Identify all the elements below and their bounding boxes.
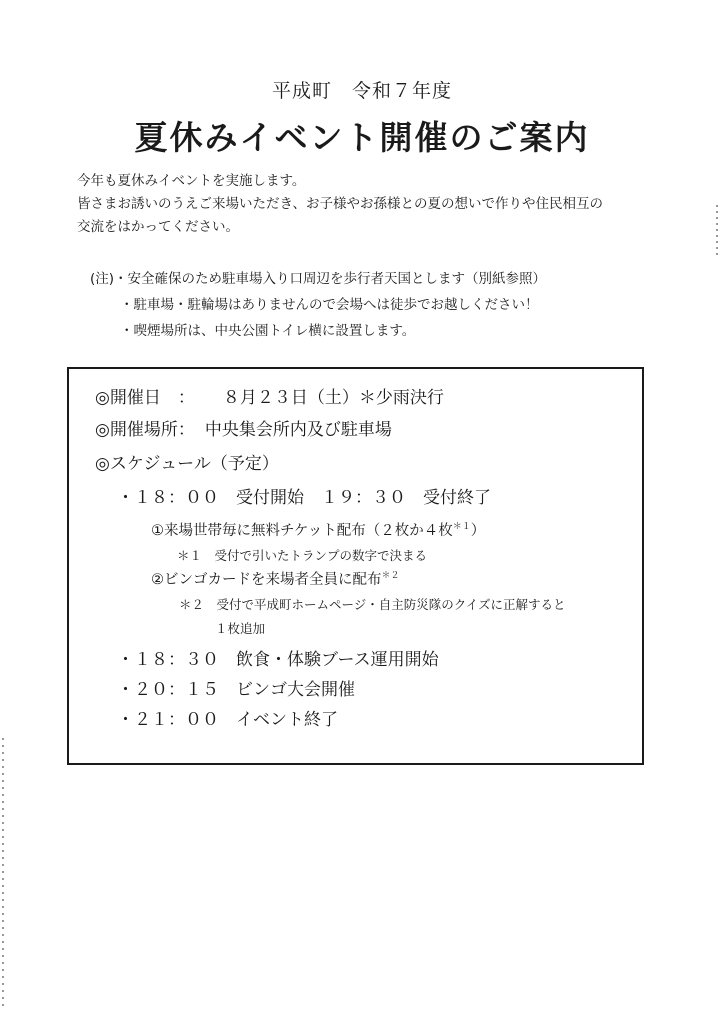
schedule-note-2: ＊２ 受付で平成町ホームページ・自主防災隊のクイズに正解すると <box>179 597 566 612</box>
intro-line: 交流をはかってください。 <box>77 219 239 235</box>
note-no-parking: ・駐車場・駐輪場はありませんので会場へは徒歩でお越しください！ <box>120 297 539 313</box>
schedule-sub-bingo-text: ②ビンゴカードを来場者全員に配布 <box>151 572 382 588</box>
schedule-sub-ticket-sup: ＊１ <box>452 522 471 533</box>
note-parking-pedestrian: (注)・安全確保のため駐車場入り口周辺を歩行者天国とします（別紙参照） <box>90 271 547 287</box>
schedule-sub-ticket-end: ） <box>470 523 486 539</box>
schedule-sub-ticket <box>151 519 485 540</box>
intro-paragraph <box>77 170 697 239</box>
document-title: 夏休みイベント開催のご案内 <box>134 118 590 157</box>
schedule-item-bingo: ・２０：１５ ビンゴ大会開催 <box>117 680 355 700</box>
edge-mark-right-top <box>716 205 718 255</box>
schedule-sub-bingo <box>151 568 400 589</box>
note-smoking-area: ・喫煙場所は、中央公園トイレ横に設置します。 <box>120 323 416 339</box>
schedule-item-food: ・１８：３０ 飲食・体験ブース運用開始 <box>117 650 439 670</box>
intro-line: 今年も夏休みイベントを実施します。 <box>77 173 306 189</box>
event-venue <box>95 415 392 440</box>
schedule-note-2-cont: １枚追加 <box>215 621 266 636</box>
schedule-note-1: ＊１ 受付で引いたトランプの数字で決まる <box>177 548 428 563</box>
schedule-sub-ticket-text: ①来場世帯毎に無料チケット配布（２枚か４枚 <box>151 523 453 539</box>
event-date <box>95 383 444 408</box>
schedule-box <box>67 367 644 765</box>
schedule-item-end: ・２１：００ イベント終了 <box>117 710 338 730</box>
event-venue-label: ◎開催場所： <box>95 420 195 440</box>
event-date-label: ◎開催日 ： <box>95 388 195 408</box>
event-venue-value: 中央集会所内及び駐車場 <box>204 420 392 440</box>
intro-line: 皆さまお誘いのうえご来場いただき、お子様やお孫様との夏の想いで作りや住民相互の <box>77 196 603 212</box>
notes-section <box>90 266 690 344</box>
document-subtitle: 平成町 令和７年度 <box>271 80 452 102</box>
schedule-item-reception: ・１８：００ 受付開始 １９：３０ 受付終了 <box>117 488 491 508</box>
edge-mark-left-bottom <box>2 738 4 1008</box>
schedule-sub-bingo-sup: ＊２ <box>381 571 400 582</box>
event-date-value: ８月２３日（土）＊少雨決行 <box>222 388 444 408</box>
schedule-heading: ◎スケジュール（予定） <box>95 454 279 474</box>
